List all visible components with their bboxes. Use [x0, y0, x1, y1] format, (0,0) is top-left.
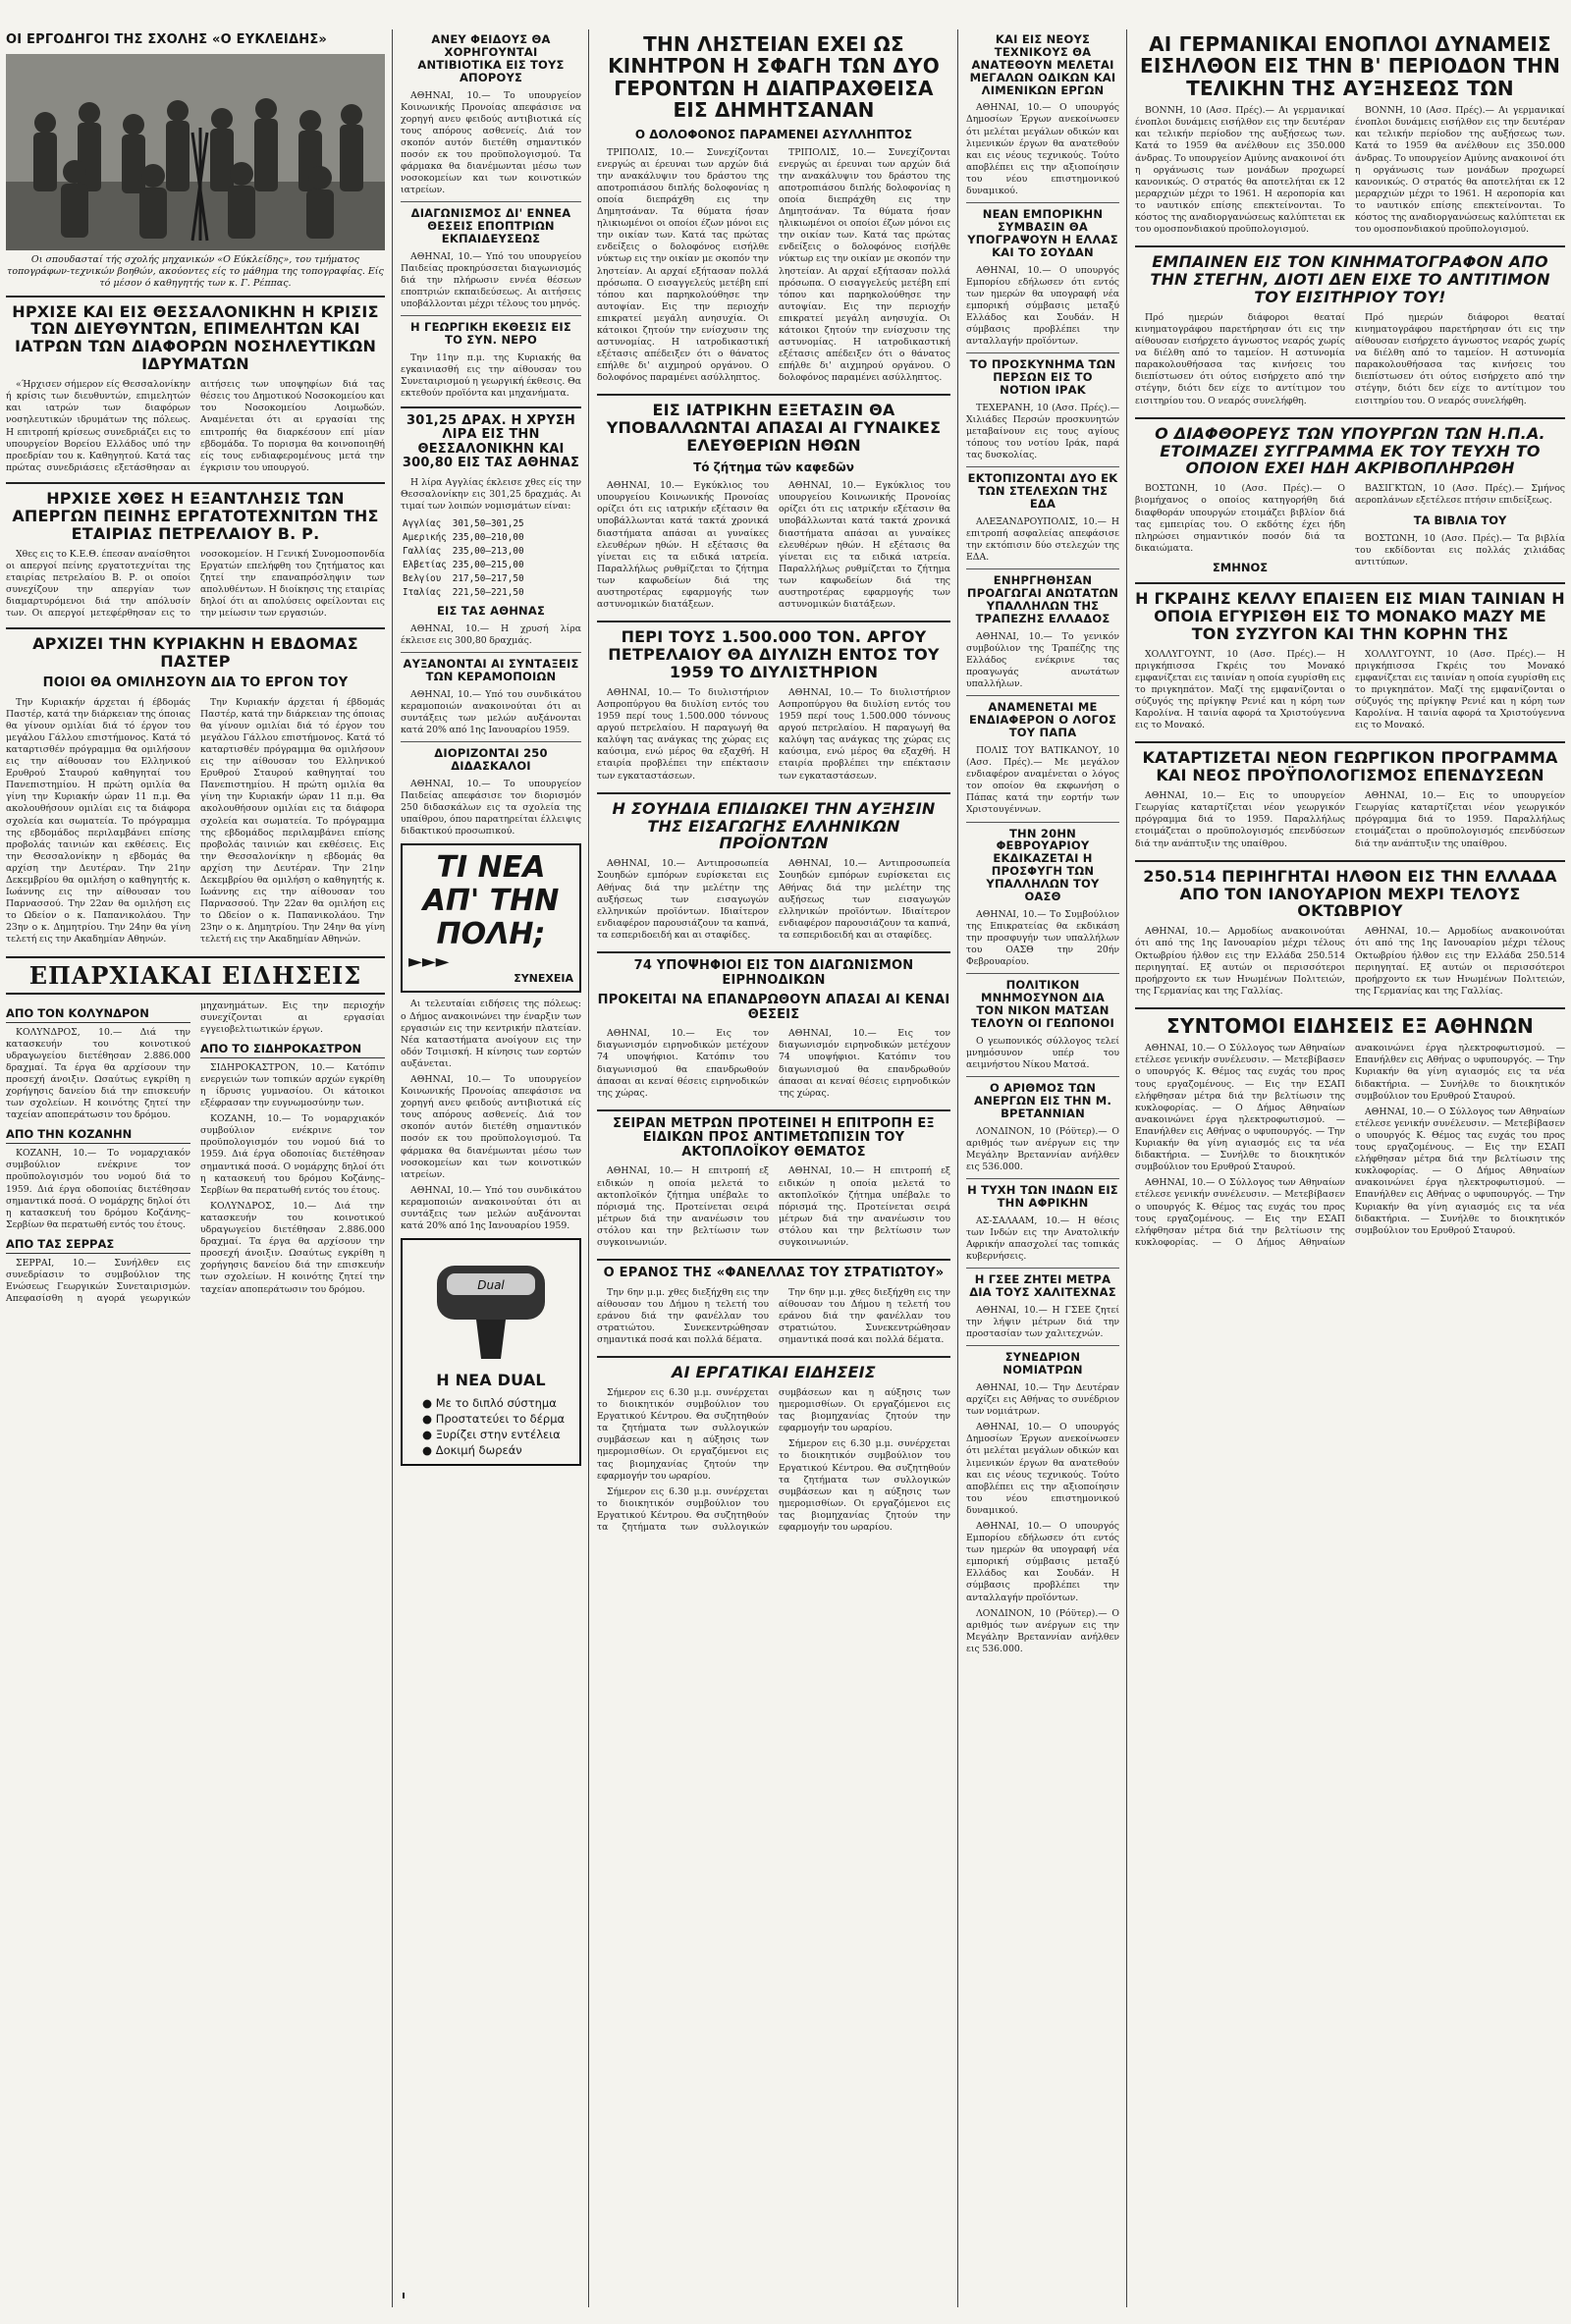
kicker-serres: ΑΠΟ ΤΑΣ ΣΕΡΡΑΣ: [6, 1237, 190, 1254]
kicker-vivlia: ΤΑ ΒΙΒΛΙΑ ΤΟΥ: [1413, 513, 1507, 527]
column-1: [0, 29, 391, 1305]
article-nomiatroi-2: ΑΘΗΝΑΙ, 10.— Ο υπουργός Δημοσίων Έργων ανεκοίνωσεν ότι μελέται μεγάλων οδικών και λιμενικών έργων θα ανατεθούν και εις νέους τεχνικούς. Τούτο αποβλέπει εις την αξιοποίησιν του νέου επιστημονικού δυναμικού.: [966, 1422, 1119, 1516]
section-eparxiakai: ΕΠΑΡΧΙΑΚΑΙ ΕΙΔΗΣΕΙΣ: [6, 956, 385, 995]
table-row: Γαλλίας 235,00—213,00: [403, 546, 524, 558]
article-syntaxeis: ΑΘΗΝΑΙ, 10.— Υπό του συνδικάτου κεραμοποιών ανακοινούται ότι αι συντάξεις των μελών αυξάνονται κατά 20% από 1ης Ιανουαρίου 1959.: [401, 688, 581, 736]
article-gsee: ΑΘΗΝΑΙ, 10.— Η ΓΣΕΕ ζητεί την λήψιν μέτρων διά την προστασίαν των χαλιτεχνών.: [966, 1304, 1119, 1340]
article-germania-2: ΒΟΝΝΗ, 10 (Ασσ. Πρές).— Αι γερμανικαί ένοπλοι δυνάμεις εισήλθον εις την δευτέραν και τελικήν περίοδον της αυξήσεως των. Κατά το 1959 θα ανέλθουν εις 350.000 άνδρας. Το υπουργείον Αμύνης ανακοινοί ότι η οργάνωσις των μονάδων προχωρεί κανονικώς. Ο στρατός θα αποτελήται εκ 12 μεραρχιών μέχρι το 1961. Η αεροπορία και το ναυτικόν επίσης επεκτείνονται. Το κόστος της αναδιοργανώσεως καλύπτεται εκ του ομοσπονδιακού προϋπολογισμού.: [1355, 105, 1565, 236]
article-diagonismos: ΑΘΗΝΑΙ, 10.— Υπό του υπουργείου Παιδείας προκηρύσσεται διαγωνισμός διά την πλήρωσιν εννέα θέσεων εποπτριών εκπαιδεύσεως. Αι αιτήσεις υποβάλλονται μέχρι τέλους του μηνός.: [401, 250, 581, 310]
column-3: [591, 29, 956, 1536]
headline-paster: ΑΡΧΙΖΕΙ ΤΗΝ ΚΥΡΙΑΚΗΝ Η ΕΒΔΟΜΑΣ ΠΑΣΤΕΡ: [32, 634, 358, 672]
headline-trapeza: ΕΝΗΡΓΗΘΗΣΑΝ ΠΡΟΑΓΩΓΑΙ ΑΝΩΤΑΤΩΝ ΥΠΑΛΛΗΛΩΝ ΤΗΣ ΤΡΑΠΕΖΗΣ ΕΛΛΑΔΟΣ: [966, 573, 1119, 625]
ad-dual-bullet: ● Προστατεύει το δέρμα: [422, 1412, 566, 1427]
headline-souidia: Η ΣΟΥΗΔΙΑ ΕΠΙΔΙΩΚΕΙ ΤΗΝ ΑΥΞΗΣΙΝ ΤΗΣ ΕΙΣΑΓΩΓΗΣ ΕΛΛΗΝΙΚΩΝ ΠΡΟΪΟΝΤΩΝ: [612, 798, 936, 853]
article-eparx-filler: ΚΟΖΑΝΗ, 10.— Το νομαρχιακόν συμβούλιον ενέκρινε τον προϋπολογισμόν του νομού διά το 1959. Διά έργα οδοποιίας διετέθησαν σημαντικά ποσά. Ο νομάρχης δηλοί ότι η κατασκευή του δρόμου Κοζάνης–Σερβίων θα περατωθή εντός του έτους.: [200, 1113, 385, 1196]
article-kinimatografos-2: Πρό ημερών διάφοροι θεαταί κινηματογράφου παρετήρησαν ότι εις την αίθουσαν εισήρχετο άγνωστος νεαρός χωρίς να διέλθη από το ταμείον. Η αστυνομία παρακολουθήσασα τας κινήσεις του διεπίστωσεν ότι ούτος εισήρχετο από την στέγην, διότι δεν είχε το αντίτιμον του εισιτηρίου του. Ο νεαρός συνελήφθη.: [1355, 311, 1565, 406]
article-dimitsana: ΤΡΙΠΟΛΙΣ, 10.— Συνεχίζονται ενεργώς αι έρευναι των αρχών διά την ανακάλυψιν του δράστου της αποτροπιάσου διπλής δολοφονίας η οποία διεπράχθη εις την Δημητσάναν. Τα θύματα ήσαν ηλικιωμένοι οι οποίοι έζων μόνοι εις την οικίαν των. Κατά τας πρώτας ενδείξεις ο δολοφόνος εισήλθε νύκτωρ εις την οικίαν με σκοπόν την ληστείαν. Αι αρχαί εξήτασαν πολλά πρόσωπα. Ο εισαγγελεύς μετέβη επί τόπου και παρηκολούθησε την αυτοψίαν. Εις την περιοχήν επικρατεί μεγάλη ανησυχία. Οι κάτοικοι ζητούν την ενίσχυσιν της αστυνομίας. Η ιατροδικαστική εξέτασις απέδειξεν ότι ο θάνατος επήλθε δι' αιχμηρού οργάνου. Ο δολοφόνος παραμένει ασύλληπτος.: [597, 146, 769, 384]
article-sidirokastro: ΣΙΔΗΡΟΚΑΣΤΡΟΝ, 10.— Κατόπιν ενεργειών των τοπικών αρχών εγκρίθη η ίδρυσις γυμνασίου. Οι κάτοικοι εξέφρασαν την ευγνωμοσύνην των.: [200, 1061, 385, 1109]
headline-fanella: Ο ΕΡΑΝΟΣ ΤΗΣ «ΦΑΝΕΛΛΑΣ ΤΟΥ ΣΤΡΑΤΙΩΤΟΥ»: [603, 1266, 945, 1281]
article-didaskaloi: ΑΘΗΝΑΙ, 10.— Το υπουργείον Παιδείας απεφάσισε τον διορισμόν 250 διδασκάλων εις τα σχολεία της υπαίθρου, όπου παρατηρείται έλλειψις διδακτικού προσωπικού.: [401, 778, 581, 838]
headline-indoi: Η ΤΥΧΗ ΤΩΝ ΙΝΔΩΝ ΕΙΣ ΤΗΝ ΑΦΡΙΚΗΝ: [967, 1183, 1118, 1210]
article-nomiatroi-3: ΑΘΗΝΑΙ, 10.— Ο υπουργός Εμπορίου εδήλωσεν ότι εντός των ημερών θα υπογραφή νέα εμπορική σύμβασις μεταξύ Ελλάδος και Σουδάν. Η σύμβασις προβλέπει την ανταλλαγήν προϊόντων.: [966, 1520, 1119, 1603]
article-kolyndros: ΚΟΛΥΝΔΡΟΣ, 10.— Διά την κατασκευήν του κοινοτικού υδραγωγείου διετέθησαν 2.886.000 δραχμαί. Τα έργα θα αρχίσουν την προσεχή άνοιξιν. Ωσαύτως εγκρίθη η χορήγησις δανείου διά την επισκευήν των σχολείων. Η κοινότης ζητεί την ταχείαν αποπεράτωσιν του δρόμου.: [6, 1026, 190, 1121]
ad-ti-nea-cont: ΣΥΝΕΧΕΙΑ: [514, 972, 573, 986]
shaver-icon: [417, 1246, 565, 1364]
article-petrelaio-2: ΑΘΗΝΑΙ, 10.— Το διυλιστήριον Ασπροπύργου θα διυλίση εντός του 1959 περί τους 1.500.000 τόννους αργού πετρελαίου. Η παραγωγή θα καλύψη τας ανάγκας της χώρας εις καύσιμα, ενώ μέρος θα εξαχθή. Η εταιρία προβλέπει την επέκτασιν των εγκαταστάσεων.: [779, 686, 950, 782]
article-georgiko-2: ΑΘΗΝΑΙ, 10.— Εις το υπουργείον Γεωργίας καταρτίζεται νέον γεωργικόν πρόγραμμα διά το 1959. Παραλλήλως ετοιμάζεται ο προϋπολογισμός επενδύσεων διά την ανάπτυξιν της υπαίθρου.: [1355, 790, 1565, 849]
article-indoi: ΑΣ-ΣΑΛΑΑΜ, 10.— Η θέσις των Ινδών εις την Ανατολικήν Αφρικήν απασχολεί τας τοπικάς κυβερνήσεις.: [966, 1215, 1119, 1263]
svg-text:Dual: Dual: [477, 1278, 505, 1293]
article-eirinodikes-2: ΑΘΗΝΑΙ, 10.— Εις τον διαγωνισμόν ειρηνοδικών μετέχουν 74 υποψήφιοι. Κατόπιν του διαγωνισμού θα επανδρωθούν άπασαι αι κεναί θέσεις ειρηνοδικών της χώρας.: [779, 1028, 950, 1099]
headline-ergatikai: ΑΙ ΕΡΓΑΤΙΚΑΙ ΕΙΔΗΣΕΙΣ: [672, 1363, 876, 1382]
article-souidia: ΑΘΗΝΑΙ, 10.— Αντιπροσωπεία Σουηδών εμπόρων ευρίσκεται εις Αθήνας διά την μελέτην της αυξήσεως των εισαγωγών ελληνικών προϊόντων. Ιδιαίτερον ενδιαφέρον παρουσιάζουν τα καπνά, τα εσπεριδοειδή και αι σταφίδες.: [597, 858, 769, 941]
article-technikoi: ΑΘΗΝΑΙ, 10.— Ο υπουργός Δημοσίων Έργων ανεκοίνωσεν ότι μελέται μεγάλων οδικών και λιμενικών έργων θα ανατεθούν και εις νέους τεχνικούς. Τούτο αποβλέπει εις την αξιοποίησιν του νέου επιστημονικού δυναμικού.: [966, 102, 1119, 197]
headline-diagonismos: ΔΙΑΓΩΝΙΣΜΟΣ ΔΙ' ΕΝΝΕΑ ΘΕΣΕΙΣ ΕΠΟΠΤΡΙΩΝ ΕΚΠΑΙΔΕΥΣΕΩΣ: [410, 206, 571, 246]
article-souidia-2: ΑΘΗΝΑΙ, 10.— Αντιπροσωπεία Σουηδών εμπόρων ευρίσκεται εις Αθήνας διά την μελέτην της αυξήσεως των εισαγωγών ελληνικών προϊόντων. Ιδιαίτερον ενδιαφέρον παρουσιάζουν τα καπνά, τα εσπεριδοειδή και αι σταφίδες.: [779, 858, 950, 941]
photo-caption: Οι σπουδασταί τής σχολής μηχανικών «Ο Εύκλείδης», του τμήματος τοπογράφων-τεχνικών βοηθών, ακούοντες είς το μάθημα της τοπογραφίας. Είς τό μέσον ό καθηγητής των κ. Γ. Ρέππας.: [7, 253, 384, 289]
article-nomiatroi: ΑΘΗΝΑΙ, 10.— Την Δευτέραν αρχίζει εις Αθήνας το συνέδριον των νομιάτρων.: [966, 1381, 1119, 1418]
ad-dual-bullet: ● Ξυρίζει στην εντέλεια: [422, 1428, 561, 1442]
headline-persai: ΤΟ ΠΡΟΣΚΥΝΗΜΑ ΤΩΝ ΠΕΡΣΩΝ ΕΙΣ ΤΟ ΝΟΤΙΟΝ ΙΡΑΚ: [969, 357, 1116, 398]
headline-dimitsana: ΤΗΝ ΛΗΣΤΕΙΑΝ ΕΧΕΙ ΩΣ ΚΙΝΗΤΡΟΝ Η ΣΦΑΓΗ ΤΩΝ ΔΥΟ ΓΕΡΟΝΤΩΝ Η ΔΙΑΠΡΑΧΘΕΙΣΑ ΕΙΣ ΔΗΜΗΤΣΑΝΑΝ: [608, 32, 940, 123]
headline-antibiotika: ΑΝΕΥ ΦΕΙΔΟΥΣ ΘΑ ΧΟΡΗΓΟΥΝΤΑΙ ΑΝΤΙΒΙΟΤΙΚΑ ΕΙΣ ΤΟΥΣ ΑΠΟΡΟΥΣ: [417, 32, 565, 84]
article-soudan: ΑΘΗΝΑΙ, 10.— Ο υπουργός Εμπορίου εδήλωσεν ότι εντός των ημερών θα υπογραφή νέα εμπορική σύμβασις μεταξύ Ελλάδος και Σουδάν. Η σύμβασις προβλέπει την ανταλλαγήν προϊόντων.: [966, 264, 1119, 348]
table-row: Βελγίου 217,50—217,50: [403, 573, 524, 585]
article-paster-body-cont: Την Κυριακήν άρχεται ή έβδομάς Παστέρ, κατά την διάρκειαν της όποιας θα γίνουν ομιλίαι διά τό έργον του μεγάλου Γάλλου επιστήμονος. Κατά τό καταρτισθέν πρόγραμμα θα ομιλήσουν εις την αίθουσαν του Ελληνικού Ερυθρού Σταυρού καθηγηταί του Πανεπιστημίου. Η πρώτη ομιλία θα γίνη την Κυριακήν ώραν 11 π.μ. Θα ακολουθήσουν ομιλίαι εις τα διάφορα σχολεία και σωματεία. Το πρόγραμμα της εβδομάδος περιλαμβάνει επίσης προβολάς ταινιών και εκθέσεις. Εις την Θεσσαλονίκην η εβδομάς θα αρχίση την Δευτέραν. Την 21ην Δεκεμβρίου θα ομιλήση ο καθηγητής κ. Ιωάννης εις την αίθουσαν του Παρνασσού. Την 22αν θα ομιλήση εις το Ωδείον ο κ. Παπανικολάου. Την 23ην ο κ. Δημητρίου. Την 24ην θα γίνη τελετή εις την Ακαδημίαν Αθηνών.: [200, 696, 385, 946]
ad-dual-title: Η ΝΕΑ DUAL: [436, 1371, 546, 1390]
ad-ti-nea: [401, 843, 581, 993]
photo-title: ΟΙ ΕΡΓΟΔΗΓΟΙ ΤΗΣ ΣΧΟΛΗΣ «Ο ΕΥΚΛΕΙΔΗΣ»: [6, 32, 327, 47]
article-ergatikai-3: Σήμερον εις 6.30 μ.μ. συνέρχεται το διοικητικόν συμβούλιον του Εργατικού Κέντρου. Θα συζητηθούν τα ζητήματα των συλλογικών συμβάσεων και η αύξησις των ημερομισθίων. Οι εργαζόμενοι εις τας βιομηχανίας ζητούν την εφαρμογήν του ωραρίου.: [779, 1438, 950, 1534]
ad-dual-bullet: ● Δοκιμή δωρεάν: [422, 1443, 522, 1458]
page-mark: [403, 2293, 405, 2298]
article-apergoi-body: Χθες εις το Κ.Ε.Θ. έπεσαν αναίσθητοι οι απεργοί πείνης εργατοτεχνίται της εταιρίας πετρελαίου Β. Ρ. οι οποίοι συνεχίζουν την απεργίαν των διαμαρτυρόμενοι διά την απόλυσίν των. Οι απεργοί μετεφέρθησαν εις το νοσοκομείον. Η Γενική Συνομοσπονδία Εργατών επελήφθη του ζητήματος και ζητεί την επαναπρόσληψιν των απολυθέντων. Η διοίκησις της εταιρίας δηλοί ότι αι απολύσεις οφείλονται εις την μείωσιν των εργασιών.: [6, 548, 385, 620]
article-grace-kelly: ΧΟΛΛΥΓΟΥΝΤ, 10 (Ασσ. Πρές).— Η πριγκήπισσα Γκρέις του Μονακό εμφανίζεται εις ταινίαν η οποία εγυρίσθη εις το πριγκηπάτον. Μαζί της εμφανίζονται ο σύζυγός της πρίγκηψ Ρενιέ και η κόρη των Καρολίνα. Η ταινία αφορά τα Χριστούγεννα εις το Μονακό.: [1135, 648, 1345, 731]
article-matsas: Ο γεωπονικός σύλλογος τελεί μνημόσυνον υπέρ του αειμνήστου Νίκου Ματσά.: [966, 1035, 1119, 1070]
article-antibiotika: ΑΘΗΝΑΙ, 10.— Το υπουργείον Κοινωνικής Προνοίας απεφάσισε να χορηγή ανευ φειδούς αντιβιοτικά είς τους απόρους ασθενείς. Διά τον σκοπόν αυτόν διετέθη σημαντικόν ποσόν εκ του προϋπολογισμού. Τα φάρμακα θα διανέμωνται μέσω των νοσοκομείων και των κοινοτικών ιατρείων.: [401, 89, 581, 196]
article-oasth: ΑΘΗΝΑΙ, 10.— Το Συμβούλιον της Επικρατείας θα εκδικάση την προσφυγήν των υπαλλήλων του ΟΑΣΘ την 20ήν Φεβρουαρίου.: [966, 908, 1119, 968]
kicker-athinas: ΕΙΣ ΤΑΣ ΑΘΗΝΑΣ: [436, 604, 546, 619]
headline-petrelaio: ΠΕΡΙ ΤΟΥΣ 1.500.000 ΤΟΝ. ΑΡΓΟΥ ΠΕΤΡΕΛΑΙΟΥ ΘΑ ΔΙΥΛΙΖΗ ΕΝΤΟΣ ΤΟΥ 1959 ΤΟ ΔΙΥΛΙΣΤΗΡΙΟΝ: [608, 627, 940, 681]
headline-papas: ΑΝΑΜΕΝΕΤΑΙ ΜΕ ΕΝΔΙΑΦΕΡΟΝ Ο ΛΟΓΟΣ ΤΟΥ ΠΑΠΑ: [968, 700, 1117, 740]
subheadline-kafedes: Τό ζήτημα τῶν καφεδῶν: [693, 460, 854, 475]
headline-germania: ΑΙ ΓΕΡΜΑΝΙΚΑΙ ΕΝΟΠΛΟΙ ΔΥΝΑΜΕΙΣ ΕΙΣΗΛΘΟΝ ΕΙΣ ΤΗΝ Β' ΠΕΡΙΟΔΟΝ ΤΗΝ ΤΕΛΙΚΗΝ ΤΗΣ ΑΥΞΗΣΕΩΣ ΤΩΝ: [1139, 32, 1561, 100]
subheadline-paster: ΠΟΙΟΙ ΘΑ ΟΜΙΛΗΣΟΥΝ ΔΙΑ ΤΟ ΕΡΓΟΝ ΤΟΥ: [42, 676, 349, 691]
article-ekthesis: Την 11ην π.μ. της Κυριακής θα εγκαινιασθή εις την αίθουσαν του Συνεταιρισμού η γεωργική έκθεσις. Θα εκτεθούν προϊόντα και μηχανήματα.: [401, 352, 581, 400]
article-ergatikai-2: Σήμερον εις 6.30 μ.μ. συνέρχεται το διοικητικόν συμβούλιον του Εργατικού Κέντρου. Θα συζητηθούν τα ζητήματα των συλλογικών συμβάσεων και η αύξησις των ημερομισθίων. Οι εργαζόμενοι εις τας βιομηχανίας ζητούν την εφαρμογήν του ωραρίου.: [597, 1387, 950, 1534]
article-syntomoi-3: ΑΘΗΝΑΙ, 10.— Ο Σύλλογος των Αθηναίων ετέλεσε γενικήν συνέλευσιν. — Μετεβίβασεν ο υπουργός Κ. Θέμος τας ευχάς του προς τους εργαζομένους. — Εις την ΕΣΑΠ ελήφθησαν μέτρα διά την βελτίωσιν της κυκλοφορίας. — Ο Δήμος Αθηναίων ανακοινώνει έργα ηλεκτροφωτισμού. — Επανήλθεν εις Αθήνας ο υφυπουργός. — Την Κυριακήν θα γίνη αγιασμός εις τα νέα διδακτήρια. — Συνήλθε το διοικητικόν συμβούλιον του Ερυθρού Σταυρού.: [1355, 1106, 1565, 1236]
headline-iatriki: ΕΙΣ ΙΑΤΡΙΚΗΝ ΕΞΕΤΑΣΙΝ ΘΑ ΥΠΟΒΑΛΛΩΝΤΑΙ ΑΠΑΣΑΙ ΑΙ ΓΥΝΑΙΚΕΣ ΕΛΕΥΘΕΡΙΩΝ ΗΘΩΝ: [606, 401, 942, 456]
kicker-kozani: ΑΠΟ ΤΗΝ ΚΟΖΑΝΗΝ: [6, 1127, 190, 1144]
article-fanella-2: Την 6ην μ.μ. χθες διεξήχθη εις την αίθουσαν του Δήμου η τελετή του εράνου διά την φανέλλαν του στρατιώτου. Συνεκεντρώθησαν σημαντικά ποσά και πολλά δέματα.: [779, 1286, 950, 1345]
headline-diafthoreus: Ο ΔΙΑΦΘΟΡΕΥΣ ΤΩΝ ΥΠΟΥΡΓΩΝ ΤΩΝ Η.Π.Α. ΕΤΟΙΜΑΖΕΙ ΣΥΓΓΡΑΜΜΑ ΕΚ ΤΟΥ ΤΕΥΧΗ ΤΟ ΟΠΟΙΟΝ ΕΧΕΙ ΗΔΗ ΑΚΡΙΒΟΠΛΗΡΩΘΗ: [1155, 423, 1545, 478]
article-ti-nea-body-3: ΑΘΗΝΑΙ, 10.— Υπό του συνδικάτου κεραμοποιών ανακοινούται ότι αι συντάξεις των μελών αυξάνονται κατά 20% από 1ης Ιανουαρίου 1959.: [401, 1184, 581, 1232]
article-anergoi: ΛΟΝΔΙΝΟΝ, 10 (Ρόϋτερ).— Ο αριθμός των ανέργων εις την Μεγάλην Βρεταννίαν ανήλθεν εις 536.000.: [966, 1125, 1119, 1172]
headline-apergoi: ΗΡΧΙΣΕ ΧΘΕΣ Η ΕΞΑΝΤΛΗΣΙΣ ΤΩΝ ΑΠΕΡΓΩΝ ΠΕΙΝΗΣ ΕΡΓΑΤΟΤΕΧΝΙΤΩΝ ΤΗΣ ΕΤΑΙΡΙΑΣ ΠΕΤΡΕΛΑΙΟΥ Β. Ρ.: [12, 488, 379, 543]
ad-dual: [401, 1238, 581, 1466]
arrows-icon: ►►►: [408, 951, 450, 973]
ad-ti-nea-title: ΤΙ ΝΕΑ ΑΠ' ΤΗΝ ΠΟΛΗ;: [422, 850, 560, 952]
article-periigitai-2: ΑΘΗΝΑΙ, 10.— Αρμοδίως ανακοινούται ότι από της 1ης Ιανουαρίου μέχρι τέλους Οκτωβρίου ήλθον εις την Ελλάδα 250.514 περιηγηταί. Εξ αυτών οι περισσότεροι προήρχοντο εκ των Ηνωμένων Πολιτειών, της Γερμανίας και της Γαλλίας.: [1355, 926, 1565, 997]
headline-anergoi: Ο ΑΡΙΘΜΟΣ ΤΩΝ ΑΝΕΡΓΩΝ ΕΙΣ ΤΗΝ Μ. ΒΡΕΤΑΝΝΙΑΝ: [973, 1081, 1112, 1120]
article-krisis-body: «Ήρχισεν σήμερον είς Θεσσαλονίκην ή κρίσις των διευθυντών, επιμελητών και ιατρών των διαφόρων νοσηλευτικών ιδρυμάτων της πόλεως. Η επιτροπή κρίσεως συνεδριάζει εις το υπουργείον Βορείου Ελλάδος υπό την προεδρίαν του κ. Καθηγητού. Κατά τας πρώτας συνεδριάσεις εξετάσθησαν αι αιτήσεις των υποψηφίων διά τας θέσεις του Δημοτικού Νοσοκομείου και του Νοσοκομείου Λοιμωδών. Αναμένεται ότι αι εργασίαι της επιτροπής θα διαρκέσουν επί μίαν εβδομάδα. Το πορισμα θα κοινοποιηθή είς τους ενδιαφερομένους μετά την έγκρισιν του υπουργού.: [6, 379, 385, 473]
article-kinimatografos: Πρό ημερών διάφοροι θεαταί κινηματογράφου παρετήρησαν ότι εις την αίθουσαν εισήρχετο άγνωστος νεαρός χωρίς να διέλθη από το ταμείον. Η αστυνομία παρακολουθήσασα τας κινήσεις του διεπίστωσεν ότι ούτος εισήρχετο από την στέγην, διότι δεν είχε το αντίτιμον του εισιτηρίου του. Ο νεαρός συνελήφθη.: [1135, 311, 1345, 406]
subheadline-dimitsana: Ο ΔΟΛΟΦΟΝΟΣ ΠΑΡΑΜΕΝΕΙ ΑΣΥΛΛΗΠΤΟΣ: [634, 127, 913, 141]
article-kozani: ΚΟΖΑΝΗ, 10.— Το νομαρχιακόν συμβούλιον ενέκρινε τον προϋπολογισμόν του νομού διά το 1959. Διά έργα οδοποιίας διετέθησαν σημαντικά ποσά. Ο νομάρχης δηλοί ότι η κατασκευή του δρόμου Κοζάνης–Σερβίων θα περατωθή εντός του έτους.: [6, 1148, 190, 1230]
headline-eirinodikes: 74 ΥΠΟΨΗΦΙΟΙ ΕΙΣ ΤΟΝ ΔΙΑΓΩΝΙΣΜΟΝ ΕΙΡΗΝΟΔΙΚΩΝ: [633, 958, 914, 988]
article-syntomoi-2: ΑΘΗΝΑΙ, 10.— Ο Σύλλογος των Αθηναίων ετέλεσε γενικήν συνέλευσιν. — Μετεβίβασεν ο υπουργός Κ. Θέμος τας ευχάς του προς τους εργαζομένους. — Εις την ΕΣΑΠ ελήφθησαν μέτρα διά την βελτίωσιν της κυκλοφορίας. — Ο Δήμος Αθηναίων ανακοινώνει έργα ηλεκτροφωτισμού. — Επανήλθεν εις Αθήνας ο υφυπουργός. — Την Κυριακήν θα γίνη αγιασμός εις τα νέα διδακτήρια. — Συνήλθε το διοικητικόν συμβούλιον του Ερυθρού Σταυρού.: [1135, 1043, 1565, 1248]
headline-soudan: ΝΕΑΝ ΕΜΠΟΡΙΚΗΝ ΣΥΜΒΑΣΙΝ ΘΑ ΥΠΟΓΡΑΨΟΥΝ Η ΕΛΛΑΣ ΚΑΙ ΤΟ ΣΟΥΔΑΝ: [967, 207, 1118, 259]
table-row: Αγγλίας 301,50—301,25: [403, 518, 524, 530]
headline-matsas: ΠΟΛΙΤΙΚΟΝ ΜΝΗΜΟΣΥΝΟΝ ΔΙΑ ΤΟΝ ΝΙΚΟΝ ΜΑΤΣΑΝ ΤΕΛΟΥΝ ΟΙ ΓΕΩΠΟΝΟΙ: [970, 978, 1115, 1030]
article-germania: ΒΟΝΝΗ, 10 (Ασσ. Πρές).— Αι γερμανικαί ένοπλοι δυνάμεις εισήλθον εις την δευτέραν και τελικήν περίοδον της αυξήσεως των. Κατά το 1959 θα ανέλθουν εις 350.000 άνδρας. Το υπουργείον Αμύνης ανακοινοί ότι η οργάνωσις των μονάδων προχωρεί κανονικώς. Ο στρατός θα αποτελήται εκ 12 μεραρχιών μέχρι το 1961. Η αεροπορία και το ναυτικόν επίσης επεκτείνονται. Το κόστος της αναδιοργανώσεως καλύπτεται εκ του ομοσπονδιακού προϋπολογισμού.: [1135, 105, 1345, 236]
column-4: [960, 29, 1125, 1659]
kicker-sminos: ΣΜΗΝΟΣ: [1212, 560, 1269, 574]
article-aktoploia: ΑΘΗΝΑΙ, 10.— Η επιτροπή εξ ειδικών η οποία μελετά το ακτοπλοϊκόν ζήτημα υπέβαλε το πόρισμά της. Προτείνεται σειρά μέτρων διά την ανανέωσιν του στόλου και την βελτίωσιν των συγκοινωνιών.: [597, 1165, 769, 1248]
article-georgiko: ΑΘΗΝΑΙ, 10.— Εις το υπουργείον Γεωργίας καταρτίζεται νέον γεωργικόν πρόγραμμα διά το 1959. Παραλλήλως ετοιμάζεται ο προϋπολογισμός επενδύσεων διά την ανάπτυξιν της υπαίθρου.: [1135, 790, 1345, 849]
table-row: Ιταλίας 221,50—221,50: [403, 587, 524, 599]
students-photo-image: [6, 54, 385, 250]
headline-ekthesis: Η ΓΕΩΡΓΙΚΗ ΕΚΘΕΣΙΣ ΕΙΣ ΤΟ ΣΥΝ. ΝΕΡΟ: [410, 320, 571, 348]
currency-table: [401, 516, 530, 601]
headline-didaskaloi: ΔΙΟΡΙΖΟΝΤΑΙ 250 ΔΙΔΑΣΚΑΛΟΙ: [434, 746, 548, 774]
article-grace-kelly-2: ΧΟΛΛΥΓΟΥΝΤ, 10 (Ασσ. Πρές).— Η πριγκήπισσα Γκρέις του Μονακό εμφανίζεται εις ταινίαν η οποία εγυρίσθη εις το πριγκηπάτον. Μαζί της εμφανίζονται ο σύζυγός της πρίγκηψ Ρενιέ και η κόρη των Καρολίνα. Η ταινία αφορά τα Χριστούγεννα εις το Μονακό.: [1355, 648, 1565, 731]
headline-krisis: ΗΡΧΙΣΕ ΚΑΙ ΕΙΣ ΘΕΣΣΑΛΟΝΙΚΗΝ Η ΚΡΙΣΙΣ ΤΩΝ ΔΙΕΥΘΥΝΤΩΝ, ΕΠΙΜΕΛΗΤΩΝ ΚΑΙ ΙΑΤΡΩΝ ΤΩΝ ΔΙΑΦΟΡΩΝ ΝΟΣΗΛΕΥΤΙΚΩΝ ΙΔΡΥΜΑΤΩΝ: [12, 301, 379, 374]
article-persai: ΤΕΧΕΡΑΝΗ, 10 (Ασσ. Πρές).— Χιλιάδες Περσών προσκυνητών μεταβαίνουν εις τους αγίους τόπους του νοτίου Ιράκ, παρά τας δυσκολίας.: [966, 402, 1119, 461]
article-ergatikai: Σήμερον εις 6.30 μ.μ. συνέρχεται το διοικητικόν συμβούλιον του Εργατικού Κέντρου. Θα συζητηθούν τα ζητήματα των συλλογικών συμβάσεων και η αύξησις των ημερομισθίων. Οι εργαζόμενοι εις τας βιομηχανίας ζητούν την εφαρμογήν του ωραρίου.: [597, 1387, 769, 1482]
headline-grace-kelly: Η ΓΚΡΑΙΗΣ ΚΕΛΛΥ ΕΠΑΙΞΕΝ ΕΙΣ ΜΙΑΝ ΤΑΙΝΙΑΝ Η ΟΠΟΙΑ ΕΓΥΡΙΣΘΗ ΕΙΣ ΤΟ ΜΟΝΑΚΟ ΜΑΖΥ ΜΕ ΤΟΝ ΣΥΖΥΓΟΝ ΚΑΙ ΤΗΝ ΚΟΡΗΝ ΤΗΣ: [1135, 588, 1565, 643]
headline-georgiko: ΚΑΤΑΡΤΙΖΕΤΑΙ ΝΕΟΝ ΓΕΩΡΓΙΚΟΝ ΠΡΟΓΡΑΜΜΑ ΚΑΙ ΝΕΟΣ ΠΡΟΫΠΟΛΟΓΙΣΜΟΣ ΕΠΕΝΔΥΣΕΩΝ: [1142, 748, 1558, 785]
article-iatriki: ΑΘΗΝΑΙ, 10.— Εγκύκλιος του υπουργείου Κοινωνικής Προνοίας ορίζει ότι εις ιατρικήν εξέτασιν θα υποβάλλωνται κατά τακτά χρονικά διαστήματα απάσαι αι γυναίκες ελευθέρων ηθών. Η εξέτασις θα γίνεται εις τα ειδικά ιατρεία. Παραλλήλως ρυθμίζεται το ζήτημα των καφωδείων διά της αυστηροτέρας εφαρμογής των αστυνομικών διατάξεων.: [597, 480, 769, 611]
article-dimitsana-2: ΤΡΙΠΟΛΙΣ, 10.— Συνεχίζονται ενεργώς αι έρευναι των αρχών διά την ανακάλυψιν του δράστου της αποτροπιάσου διπλής δολοφονίας η οποία διεπράχθη εις την Δημητσάναν. Τα θύματα ήσαν ηλικιωμένοι οι οποίοι έζων μόνοι εις την οικίαν των. Κατά τας πρώτας ενδείξεις ο δολοφόνος εισήλθε νύκτωρ εις την οικίαν με σκοπόν την ληστείαν. Αι αρχαί εξήτασαν πολλά πρόσωπα. Ο εισαγγελεύς μετέβη επί τόπου και παρηκολούθησε την αυτοψίαν. Εις την περιοχήν επικρατεί μεγάλη ανησυχία. Οι κάτοικοι ζητούν την ενίσχυσιν της αστυνομίας. Η ιατροδικαστική εξέτασις απέδειξεν ότι ο θάνατος επήλθε δι' αιχμηρού οργάνου. Ο δολοφόνος παραμένει ασύλληπτος.: [779, 146, 950, 384]
article-syntomoi: ΑΘΗΝΑΙ, 10.— Ο Σύλλογος των Αθηναίων ετέλεσε γενικήν συνέλευσιν. — Μετεβίβασεν ο υπουργός Κ. Θέμος τας ευχάς του προς τους εργαζομένους. — Εις την ΕΣΑΠ ελήφθησαν μέτρα διά την βελτίωσιν της κυκλοφορίας. — Ο Δήμος Αθηναίων ανακοινώνει έργα ηλεκτροφωτισμού. — Επανήλθεν εις Αθήνας ο υφυπουργός. — Την Κυριακήν θα γίνη αγιασμός εις τα νέα διδακτήρια. — Συνήλθε το διοικητικόν συμβούλιον του Ερυθρού Σταυρού.: [1135, 1043, 1345, 1173]
kicker-kolyndros: ΑΠΟ ΤΟΝ ΚΟΛΥΝΔΡΟΝ: [6, 1006, 190, 1023]
article-trapeza: ΑΘΗΝΑΙ, 10.— Το γενικόν συμβούλιον της Τραπέζης της Ελλάδος ενέκρινε τας προαγωγάς ανωτάτων υπαλλήλων.: [966, 630, 1119, 690]
article-periigitai: ΑΘΗΝΑΙ, 10.— Αρμοδίως ανακοινούται ότι από της 1ης Ιανουαρίου μέχρι τέλους Οκτωβρίου ήλθον εις την Ελλάδα 250.514 περιηγηταί. Εξ αυτών οι περισσότεροι προήρχοντο εκ των Ηνωμένων Πολιτειών, της Γερμανίας και της Γαλλίας.: [1135, 926, 1345, 997]
students-photo: [6, 54, 385, 250]
article-nomiatroi-4: ΛΟΝΔΙΝΟΝ, 10 (Ρόϋτερ).— Ο αριθμός των ανέργων εις την Μεγάλην Βρεταννίαν ανήλθεν εις 536.000.: [966, 1607, 1119, 1654]
headline-kinimatografos: ΕΜΠΑΙΝΕΝ ΕΙΣ ΤΟΝ ΚΙΝΗΜΑΤΟΓΡΑΦΟΝ ΑΠΟ ΤΗΝ ΣΤΕΓΗΝ, ΔΙΟΤΙ ΔΕΝ ΕΙΧΕ ΤΟ ΑΝΤΙΤΙΜΟΝ ΤΟΥ ΕΙΣΙΤΗΡΙΟΥ ΤΟΥ!: [1150, 252, 1550, 307]
table-row: Αμερικής 235,00—210,00: [403, 532, 524, 544]
headline-gsee: Η ΓΣΕΕ ΖΗΤΕΙ ΜΕΤΡΑ ΔΙΑ ΤΟΥΣ ΧΑΛΙΤΕΧΝΑΣ: [969, 1272, 1116, 1300]
ad-dual-bullet: ● Με το διπλό σύστημα: [422, 1396, 557, 1411]
headline-oasth: ΤΗΝ 20ΗΝ ΦΕΒΡΟΥΑΡΙΟΥ ΕΚΔΙΚΑΖΕΤΑΙ Η ΠΡΟΣΦΥΓΗ ΤΩΝ ΥΠΑΛΛΗΛΩΝ ΤΟΥ ΟΑΣΘ: [986, 826, 1100, 903]
article-diafthoreus: ΒΟΣΤΩΝΗ, 10 (Ασσ. Πρές).— Ο βιομήχανος ο οποίος κατηγορήθη διά διαφθοράν υπουργών ετοιμάζει βιβλίον διά τας εμπειρίας του. Ο εκδότης έχει ήδη πληρώσει σημαντικόν ποσόν διά τα δικαιώματα.: [1135, 483, 1345, 554]
column-2: [395, 29, 587, 1472]
headline-eda: ΕΚΤΟΠΙΖΟΝΤΑΙ ΔΥΟ ΕΚ ΤΩΝ ΣΤΕΛΕΧΩΝ ΤΗΣ ΕΔΑ: [967, 471, 1118, 512]
subheadline-eirinodikes: ΠΡΟΚΕΙΤΑΙ ΝΑ ΕΠΑΝΔΡΩΘΟΥΝ ΑΠΑΣΑΙ ΑΙ ΚΕΝΑΙ ΘΕΣΕΙΣ: [597, 993, 950, 1022]
headline-technikoi: ΚΑΙ ΕΙΣ ΝΕΟΥΣ ΤΕΧΝΙΚΟΥΣ ΘΑ ΑΝΑΤΕΘΟΥΝ ΜΕΛΕΤΑΙ ΜΕΓΑΛΩΝ ΟΔΙΚΩΝ ΚΑΙ ΛΙΜΕΝΙΚΩΝ ΕΡΓΩΝ: [969, 32, 1116, 97]
headline-aktoploia: ΣΕΙΡΑΝ ΜΕΤΡΩΝ ΠΡΟΤΕΙΝΕΙ Η ΕΠΙΤΡΟΠΗ ΕΞ ΕΙΔΙΚΩΝ ΠΡΟΣ ΑΝΤΙΜΕΤΩΠΙΣΙΝ ΤΟΥ ΑΚΤΟΠΛΟΪΚΟΥ ΘΕΜΑΤΟΣ: [613, 1115, 935, 1160]
article-eda: ΑΛΕΞΑΝΔΡΟΥΠΟΛΙΣ, 10.— Η επιτροπή ασφαλείας απεφάσισε την εκτόπισιν δύο στελεχών της ΕΔΑ.: [966, 516, 1119, 564]
article-iatriki-2: ΑΘΗΝΑΙ, 10.— Εγκύκλιος του υπουργείου Κοινωνικής Προνοίας ορίζει ότι εις ιατρικήν εξέτασιν θα υποβάλλωνται κατά τακτά χρονικά διαστήματα απάσαι αι γυναίκες ελευθέρων ηθών. Η εξέτασις θα γίνεται εις τα ειδικά ιατρεία. Παραλλήλως ρυθμίζεται το ζήτημα των καφωδείων διά της αυστηροτέρας εφαρμογής των αστυνομικών διατάξεων.: [779, 480, 950, 611]
article-ti-nea-body-2: ΑΘΗΝΑΙ, 10.— Το υπουργείον Κοινωνικής Προνοίας απεφάσισε να χορηγή ανευ φειδούς αντιβιοτικά είς τους απόρους ασθενείς. Διά τον σκοπόν αυτόν διετέθη σημαντικόν ποσόν εκ του προϋπολογισμού. Τα φάρμακα θα διανέμωνται μέσω των νοσοκομείων και των κοινοτικών ιατρείων.: [401, 1074, 581, 1180]
article-aktoploia-2: ΑΘΗΝΑΙ, 10.— Η επιτροπή εξ ειδικών η οποία μελετά το ακτοπλοϊκόν ζήτημα υπέβαλε το πόρισμά της. Προτείνεται σειρά μέτρων διά την ανανέωσιν του στόλου και την βελτίωσιν των συγκοινωνιών.: [779, 1165, 950, 1248]
article-athinas-lira: ΑΘΗΝΑΙ, 10.— Η χρυσή λίρα έκλεισε εις 300,80 δραχμάς.: [401, 622, 581, 646]
column-5: [1129, 29, 1571, 1249]
article-papas: ΠΟΛΙΣ ΤΟΥ ΒΑΤΙΚΑΝΟΥ, 10 (Ασσ. Πρές).— Με μεγάλον ενδιαφέρον αναμένεται ο λόγος τον οποίον θα εκφωνήση ο Πάπας κατά την εορτήν των Χριστουγέννων.: [966, 744, 1119, 816]
article-fanella: Την 6ην μ.μ. χθες διεξήχθη εις την αίθουσαν του Δήμου η τελετή του εράνου διά την φανέλλαν του στρατιώτου. Συνεκεντρώθησαν σημαντικά ποσά και πολλά δέματα.: [597, 1286, 769, 1345]
headline-nomiatroi: ΣΥΝΕΔΡΙΟΝ ΝΟΜΙΑΤΡΩΝ: [1002, 1350, 1083, 1378]
article-eirinodikes: ΑΘΗΝΑΙ, 10.— Εις τον διαγωνισμόν ειρηνοδικών μετέχουν 74 υποψήφιοι. Κατόπιν του διαγωνισμού θα επανδρωθούν άπασαι αι κεναί θέσεις ειρηνοδικών της χώρας.: [597, 1028, 769, 1099]
article-serres: ΣΕΡΡΑΙ, 10.— Συνήλθεν εις συνεδρίασιν το συμβούλιον της Ενώσεως Γεωργικών Συνεταιρισμών. Απεφασίσθη η αγορά γεωργικών μηχανημάτων. Εις την περιοχήν συνεχίζονται αι εργασίαι εγγειοβελτιωτικών έργων.: [6, 1000, 385, 1305]
kicker-sidirokastro: ΑΠΟ ΤΟ ΣΙΔΗΡΟΚΑΣΤΡΟΝ: [200, 1042, 385, 1058]
article-petrelaio: ΑΘΗΝΑΙ, 10.— Το διυλιστήριον Ασπροπύργου θα διυλίση εντός του 1959 περί τους 1.500.000 τόννους αργού πετρελαίου. Η παραγωγή θα καλύψη τας ανάγκας της χώρας εις καύσιμα, ενώ μέρος θα εξαχθή. Η εταιρία προβλέπει την επέκτασιν των εγκαταστάσεων.: [597, 686, 769, 782]
headline-syntomoi: ΣΥΝΤΟΜΟΙ ΕΙΔΗΣΕΙΣ ΕΞ ΑΘΗΝΩΝ: [1166, 1013, 1534, 1038]
article-lira: Η λίρα Αγγλίας έκλεισε χθες είς την Θεσσαλονίκην εις 301,25 δραχμάς. Αι τιμαί των λοιπών νομισμάτων είναι:: [401, 476, 581, 512]
article-vivlia: ΒΟΣΤΩΝΗ, 10 (Ασσ. Πρές).— Τα βιβλία του εκδίδονται εις πολλάς χιλιάδας αντιτύπων.: [1355, 532, 1565, 567]
article-ti-nea-body: Αι τελευταίαι ειδήσεις της πόλεως: ο Δήμος ανακοινώνει την έναρξιν των εργασιών εις την κεντρικήν πλατείαν. Νέα καταστήματα ανοίγουν εις την οδόν Τσιμισκή. Η κίνησις των εορτών αυξάνεται.: [401, 999, 581, 1069]
headline-lira: 301,25 ΔΡΑΧ. Η ΧΡΥΣΗ ΛΙΡΑ ΕΙΣ ΤΗΝ ΘΕΣΣΑΛΟΝΙΚΗΝ ΚΑΙ 300,80 ΕΙΣ ΤΑΣ ΑΘΗΝΑΣ: [402, 412, 580, 471]
table-row: Ελβετίας 235,00—215,00: [403, 560, 524, 571]
headline-syntaxeis: ΑΥΞΑΝΟΝΤΑΙ ΑΙ ΣΥΝΤΑΞΕΙΣ ΤΩΝ ΚΕΡΑΜΟΠΟΙΩΝ: [403, 657, 579, 683]
article-paster-body: Την Κυριακήν άρχεται ή έβδομάς Παστέρ, κατά την διάρκειαν της όποιας θα γίνουν ομιλίαι διά τό έργον του μεγάλου Γάλλου επιστήμονος. Κατά τό καταρτισθέν πρόγραμμα θα ομιλήσουν εις την αίθουσαν του Ελληνικού Ερυθρού Σταυρού καθηγηταί του Πανεπιστημίου. Η πρώτη ομιλία θα γίνη την Κυριακήν ώραν 11 π.μ. Θα ακολουθήσουν ομιλίαι εις τα διάφορα σχολεία και σωματεία. Το πρόγραμμα της εβδομάδος περιλαμβάνει επίσης προβολάς ταινιών και εκθέσεις. Εις την Θεσσαλονίκην η εβδομάς θα αρχίση την Δευτέραν. Την 21ην Δεκεμβρίου θα ομιλήση ο καθηγητής κ. Ιωάννης εις την αίθουσαν του Παρνασσού. Την 22αν θα ομιλήση εις το Ωδείον ο κ. Παπανικολάου. Την 23ην ο κ. Δημητρίου. Την 24ην θα γίνη τελετή εις την Ακαδημίαν Αθηνών.: [6, 696, 190, 946]
article-eparx-filler-2: ΚΟΛΥΝΔΡΟΣ, 10.— Διά την κατασκευήν του κοινοτικού υδραγωγείου διετέθησαν 2.886.000 δραχμαί. Τα έργα θα αρχίσουν την προσεχή άνοιξιν. Ωσαύτως εγκρίθη η χορήγησις δανείου διά την επισκευήν των σχολείων. Η κοινότης ζητεί την ταχείαν αποπεράτωσιν του δρόμου.: [200, 1200, 385, 1295]
article-sminos: ΒΑΣΙΓΚΤΩΝ, 10 (Ασσ. Πρές).— Σμήνος αεροπλάνων εξετέλεσε πτήσιν επιδείξεως.: [1355, 483, 1565, 507]
headline-periigitai: 250.514 ΠΕΡΙΗΓΗΤΑΙ ΗΛΘΟΝ ΕΙΣ ΤΗΝ ΕΛΛΑΔΑ ΑΠΟ ΤΟΝ ΙΑΝΟΥΑΡΙΟΝ ΜΕΧΡΙ ΤΕΛΟΥΣ ΟΚΤΩΒΡΙΟΥ: [1143, 866, 1557, 921]
